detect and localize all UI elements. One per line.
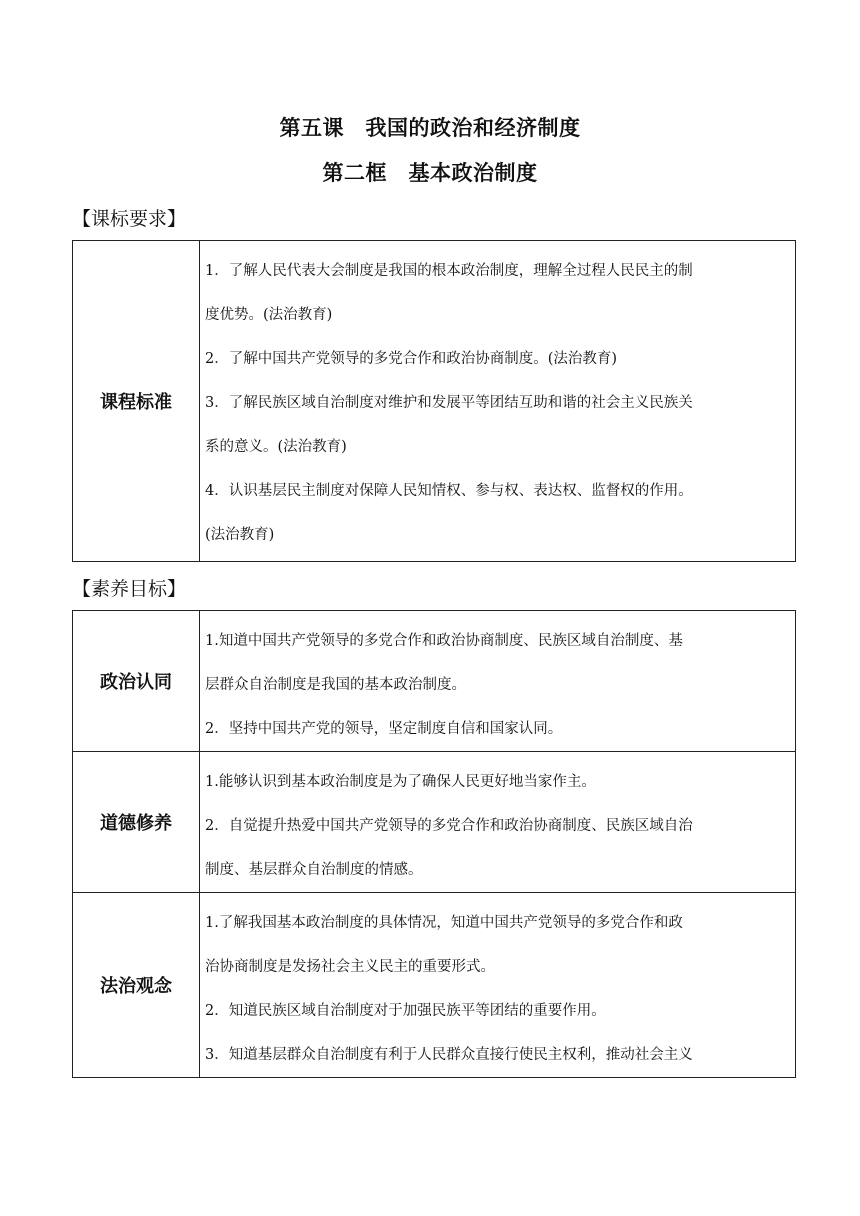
standards-line: 3．了解民族区域自治制度对维护和发展平等团结互助和谐的社会主义民族关 bbox=[205, 395, 693, 411]
table-row bbox=[73, 752, 796, 893]
goal-line: 1.了解我国基本政治制度的具体情况，知道中国共产党领导的多党合作和政 bbox=[205, 915, 683, 931]
goal-line: 治协商制度是发扬社会主义民主的重要形式。 bbox=[205, 959, 495, 975]
moral-cultivation-content bbox=[200, 752, 796, 893]
standards-line: 2．了解中国共产党领导的多党合作和政治协商制度。(法治教育) bbox=[205, 351, 618, 367]
curriculum-standards-table bbox=[72, 240, 796, 562]
literacy-goals-table bbox=[72, 610, 796, 1078]
standards-line: 1．了解人民代表大会制度是我国的根本政治制度，理解全过程人民民主的制 bbox=[205, 263, 693, 279]
literacy-goals-heading: 【素养目标】 bbox=[72, 578, 187, 600]
goal-line: 1.能够认识到基本政治制度是为了确保人民更好地当家作主。 bbox=[205, 774, 596, 790]
standards-line: 系的意义。(法治教育) bbox=[205, 439, 347, 455]
rule-of-law-header: 法治观念 bbox=[73, 893, 200, 1078]
standards-line: (法治教育) bbox=[205, 527, 275, 543]
curriculum-requirements-heading: 【课标要求】 bbox=[72, 208, 187, 230]
standards-line: 4．认识基层民主制度对保障人民知情权、参与权、表达权、监督权的作用。 bbox=[205, 483, 693, 499]
goal-line: 制度、基层群众自治制度的情感。 bbox=[205, 862, 423, 878]
standards-content-cell bbox=[200, 241, 796, 562]
goal-line: 3．知道基层群众自治制度有利于人民群众直接行使民主权利，推动社会主义 bbox=[205, 1047, 693, 1063]
moral-cultivation-header: 道德修养 bbox=[73, 752, 200, 893]
table-row bbox=[73, 611, 796, 752]
goal-line: 2．知道民族区域自治制度对于加强民族平等团结的重要作用。 bbox=[205, 1003, 606, 1019]
section-title: 第二框 基本政治制度 bbox=[322, 161, 538, 185]
standards-line: 度优势。(法治教育) bbox=[205, 307, 333, 323]
goal-line: 1.知道中国共产党领导的多党合作和政治协商制度、民族区域自治制度、基 bbox=[205, 633, 683, 649]
political-identity-header: 政治认同 bbox=[73, 611, 200, 752]
goal-line: 2．自觉提升热爱中国共产党领导的多党合作和政治协商制度、民族区域自治 bbox=[205, 818, 693, 834]
political-identity-content bbox=[200, 611, 796, 752]
lesson-title: 第五课 我国的政治和经济制度 bbox=[279, 116, 581, 140]
goal-line: 2．坚持中国共产党的领导，坚定制度自信和国家认同。 bbox=[205, 721, 563, 737]
goal-line: 层群众自治制度是我国的基本政治制度。 bbox=[205, 677, 466, 693]
table-row bbox=[73, 893, 796, 1078]
standards-header-cell: 课程标准 bbox=[73, 241, 200, 562]
table-row bbox=[73, 241, 796, 562]
rule-of-law-content bbox=[200, 893, 796, 1078]
